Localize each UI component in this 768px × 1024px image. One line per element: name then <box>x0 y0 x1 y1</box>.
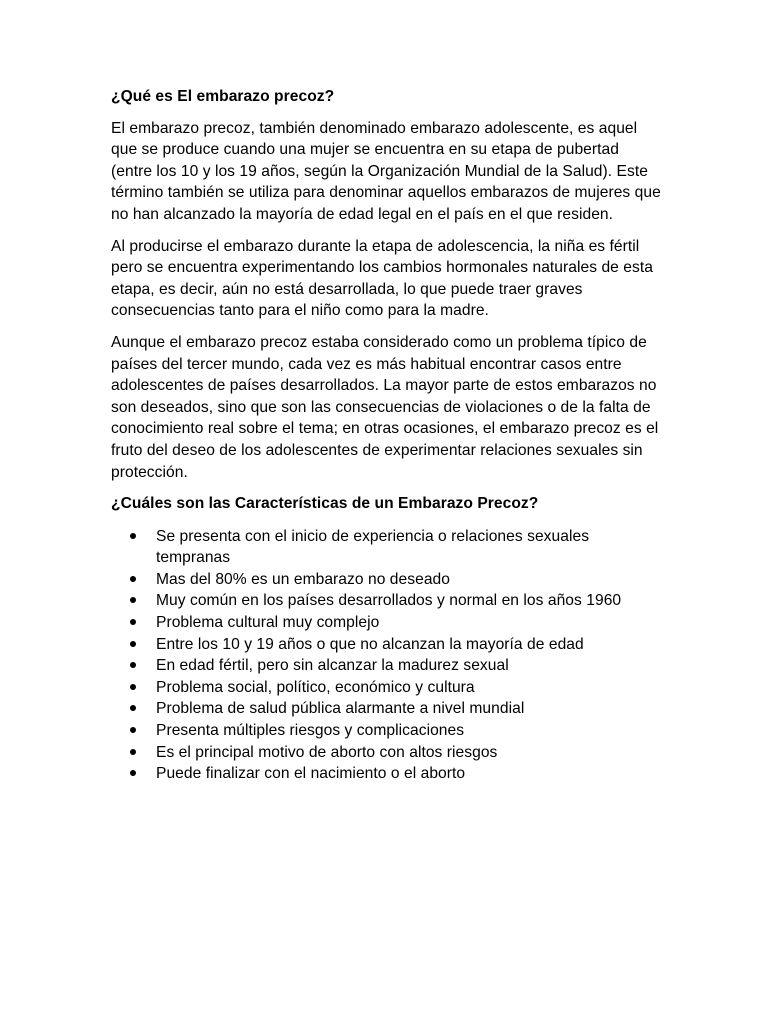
bullet-icon <box>130 662 136 668</box>
list-item-text: Entre los 10 y 19 años o que no alcanzan la mayoría de edad <box>156 635 584 653</box>
list-item <box>111 526 663 569</box>
list-item-text: Puede finalizar con el nacimiento o el aborto <box>156 765 466 783</box>
bullet-icon <box>130 705 136 711</box>
bullet-icon <box>130 770 136 776</box>
list-item <box>111 655 663 677</box>
list-item <box>111 634 663 656</box>
list-item-text: En edad fértil, pero sin alcanzar la madurez sexual <box>156 657 509 675</box>
list-item-text: Se presenta con el inicio de experiencia o relaciones sexuales tempranas <box>156 527 590 567</box>
paragraph-adolescence: Al producirse el embarazo durante la etapa de adolescencia, la niña es fértil pero se encuentra experimentando los cambios hormonales naturales de esta etapa, es decir, aún no está desarrollada, lo que puede traer graves consecuencias tanto para el niño como para la madre. <box>111 237 653 320</box>
list-item-text: Muy común en los países desarrollados y normal en los años 1960 <box>156 592 622 610</box>
bullet-icon <box>130 684 136 690</box>
paragraph-definition: El embarazo precoz, también denominado embarazo adolescente, es aquel que se produce cuando una mujer se encuentra en su etapa de pubertad (entre los 10 y los 19 años, según la Organización Mundial de la Salud). Este término también se utiliza para denominar aquellos embarazos de mujeres que no han alcanzado la mayoría de edad legal en el país en el que residen. <box>111 119 661 223</box>
characteristics-list <box>111 526 663 785</box>
document-body <box>111 86 663 785</box>
list-item <box>111 763 663 785</box>
bullet-icon <box>130 597 136 603</box>
list-item-text: Problema social, político, económico y cultura <box>156 678 475 696</box>
heading-que-es: ¿Qué es El embarazo precoz? <box>111 88 335 105</box>
list-item-text: Problema de salud pública alarmante a nivel mundial <box>156 700 525 718</box>
heading-caracteristicas: ¿Cuáles son las Características de un Embarazo Precoz? <box>111 495 539 513</box>
list-item-text: Problema cultural muy complejo <box>156 614 380 632</box>
bullet-icon <box>130 749 136 755</box>
list-item <box>111 612 663 634</box>
bullet-icon <box>130 576 136 582</box>
list-item-text: Mas del 80% es un embarazo no deseado <box>156 570 450 588</box>
bullet-icon <box>130 533 136 539</box>
list-item-text: Es el principal motivo de aborto con altos riesgos <box>156 743 498 761</box>
list-item <box>111 569 663 591</box>
bullet-icon <box>130 727 136 733</box>
list-item-text: Presenta múltiples riesgos y complicaciones <box>156 722 465 740</box>
list-item <box>111 590 663 612</box>
list-item <box>111 698 663 720</box>
paragraph-context: Aunque el embarazo precoz estaba considerado como un problema típico de países del tercer mundo, cada vez es más habitual encontrar casos entre adolescentes de países desarrollados. La mayor parte de estos embarazos no son deseados, sino que son las consecuencias de violaciones o de la falta de conocimiento real sobre el tema; en otras ocasiones, el embarazo precoz es el fruto del deseo de los adolescentes de experimentar relaciones sexuales sin protección. <box>111 333 659 481</box>
bullet-icon <box>130 619 136 625</box>
list-item <box>111 720 663 742</box>
bullet-icon <box>130 641 136 647</box>
list-item <box>111 677 663 699</box>
list-item <box>111 742 663 764</box>
